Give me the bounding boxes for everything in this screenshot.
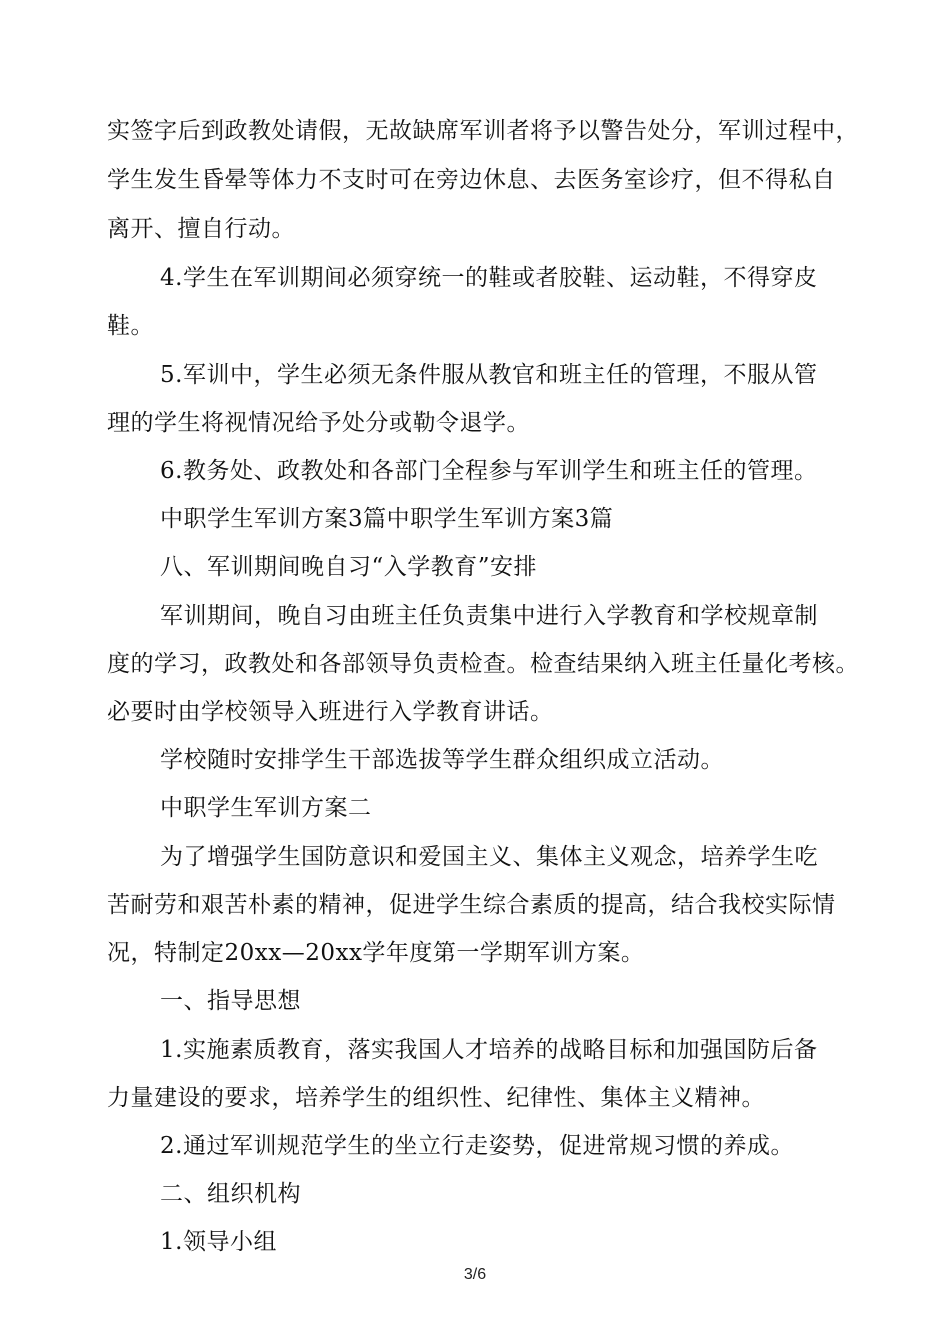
text-line: 为了增强学生国防意识和爱国主义、集体主义观念，培养学生吃 (160, 844, 818, 870)
text-line: 6.教务处、政教处和各部门全程参与军训学生和班主任的管理。 (160, 458, 818, 484)
text-line: 苦耐劳和艰苦朴素的精神，促进学生综合素质的提高，结合我校实际情 (107, 892, 836, 918)
section-heading: 中职学生军训方案二 (160, 795, 372, 821)
text-line: 2.通过军训规范学生的坐立行走姿势，促进常规习惯的养成。 (160, 1133, 794, 1159)
text-line: 军训期间，晚自习由班主任负责集中进行入学教育和学校规章制 (160, 603, 818, 629)
text-line: 中职学生军训方案3篇中职学生军训方案3篇 (160, 506, 614, 532)
text-line: 学校随时安排学生干部选拔等学生群众组织成立活动。 (160, 747, 724, 773)
text-line: 学生发生昏晕等体力不支时可在旁边休息、去医务室诊疗，但不得私自 (107, 167, 836, 193)
page-number: 3/6 (463, 1266, 487, 1283)
text-line: 必要时由学校领导入班进行入学教育讲话。 (107, 699, 554, 725)
text-line: 力量建设的要求，培养学生的组织性、纪律性、集体主义精神。 (107, 1085, 765, 1111)
text-line: 5.军训中，学生必须无条件服从教官和班主任的管理，不服从管 (160, 362, 818, 388)
text-line: 离开、擅自行动。 (107, 216, 295, 242)
text-line: 实签字后到政教处请假，无故缺席军训者将予以警告处分，军训过程中， (107, 118, 859, 144)
text-line: 理的学生将视情况给予处分或勒令退学。 (107, 410, 530, 436)
text-line: 鞋。 (107, 313, 154, 339)
text-line: 4.学生在军训期间必须穿统一的鞋或者胶鞋、运动鞋，不得穿皮 (160, 265, 818, 291)
text-line: 度的学习，政教处和各部领导负责检查。检查结果纳入班主任量化考核。 (107, 651, 859, 677)
section-heading: 一、指导思想 (160, 988, 301, 1014)
text-line: 1.领导小组 (160, 1229, 277, 1255)
section-heading: 二、组织机构 (160, 1181, 301, 1207)
text-line: 况，特制定20xx—20xx学年度第一学期军训方案。 (107, 940, 645, 966)
section-heading: 八、军训期间晚自习“入学教育”安排 (160, 554, 538, 580)
text-line: 1.实施素质教育，落实我国人才培养的战略目标和加强国防后备 (160, 1037, 818, 1063)
